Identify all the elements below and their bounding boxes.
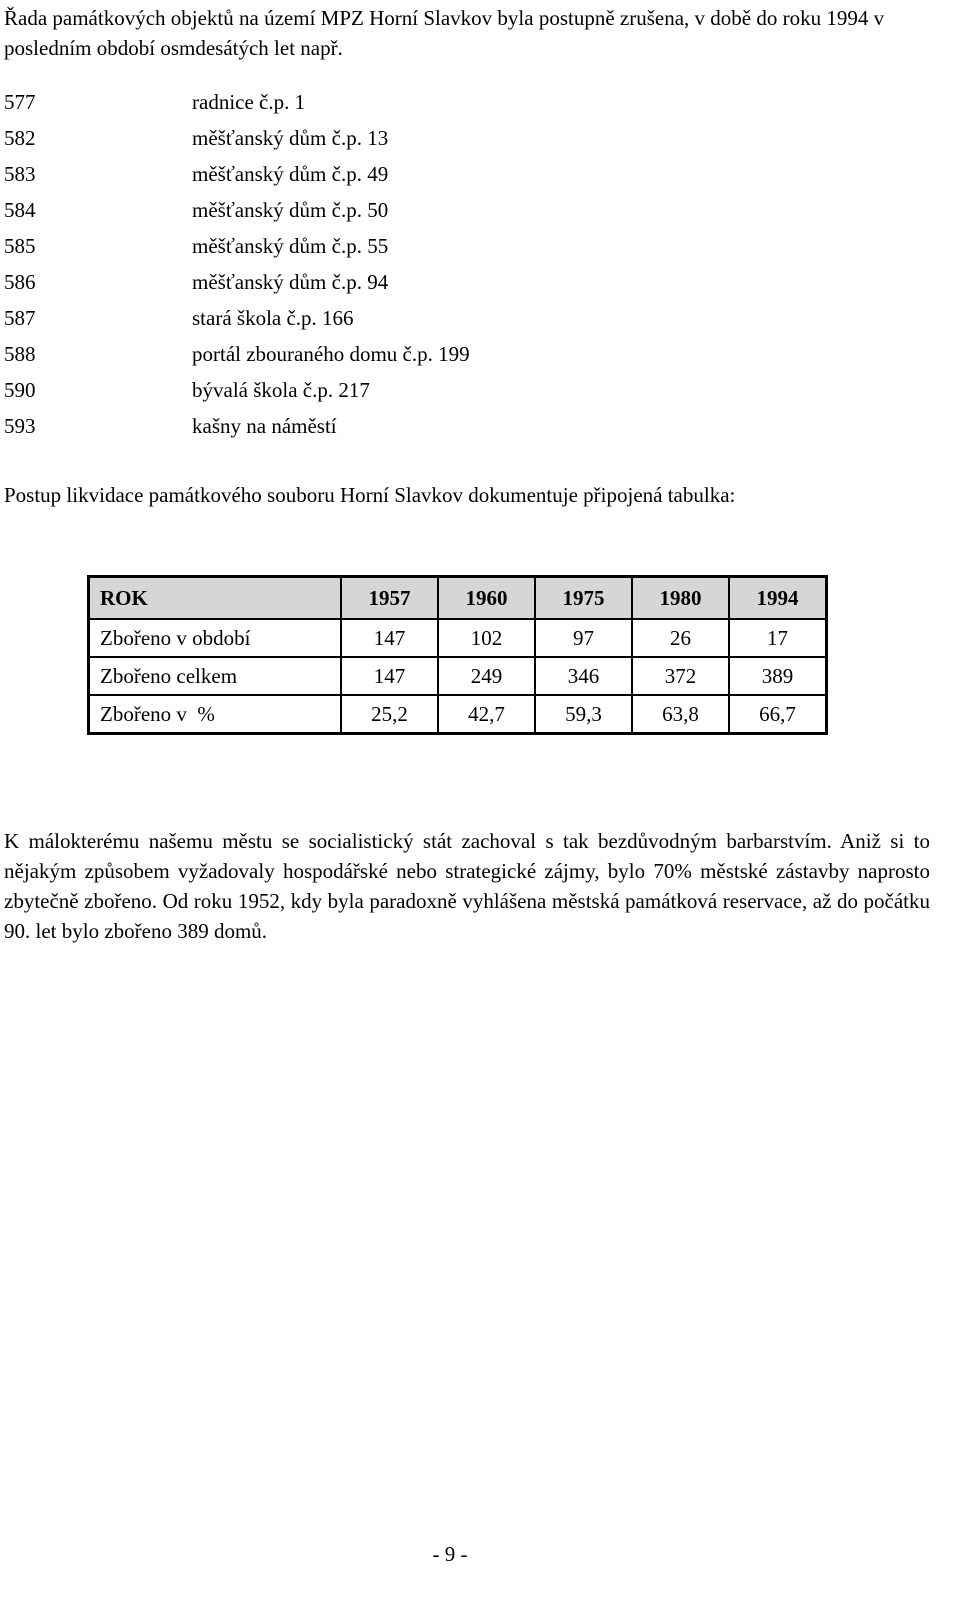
monument-number: 585 (4, 234, 36, 258)
page-number: - 9 - (432, 1542, 468, 1566)
monument-description: portál zbouraného domu č.p. 199 (192, 342, 470, 366)
year-cell: 1980 (632, 577, 729, 620)
table-cell: 147 (341, 657, 438, 695)
monument-description: radnice č.p. 1 (192, 90, 306, 114)
monument-number: 582 (4, 126, 36, 150)
table-cell: 102 (438, 619, 535, 657)
monument-number: 583 (4, 162, 36, 186)
year-cell: 1994 (729, 577, 827, 620)
monument-number: 588 (4, 342, 36, 366)
monument-number: 587 (4, 306, 36, 330)
table-cell: 59,3 (535, 695, 632, 734)
table-cell: 372 (632, 657, 729, 695)
monument-number: 586 (4, 270, 36, 294)
monument-description: měšťanský dům č.p. 13 (192, 126, 389, 150)
table-row (89, 619, 827, 657)
monument-description: stará škola č.p. 166 (192, 306, 354, 330)
table-row (89, 657, 827, 695)
monument-description: měšťanský dům č.p. 49 (192, 162, 389, 186)
demolition-table (87, 575, 828, 735)
monument-description: měšťanský dům č.p. 55 (192, 234, 389, 258)
table-header-label: ROK (89, 577, 342, 620)
table-row (89, 695, 827, 734)
monument-number: 593 (4, 414, 36, 438)
table-cell: 25,2 (341, 695, 438, 734)
table-intro-paragraph: Postup likvidace památkového souboru Horní Slavkov dokumentuje připojená tabulka: (4, 483, 736, 507)
monument-number: 590 (4, 378, 36, 402)
year-cell: 1957 (341, 577, 438, 620)
monument-number: 584 (4, 198, 36, 222)
table-cell: 346 (535, 657, 632, 695)
row-label: Zbořeno v % (89, 695, 342, 734)
conclusion-paragraph: K málokterému našemu městu se socialistický stát zachoval s tak bezdůvodným barbarstvím. Aniž si to nějakým způsobem vyžadovaly hospodářské nebo strategické zájmy, bylo 70% městské zástavby naprosto zbytečně zbořeno. Od roku 1952, kdy byla paradoxně vyhlášena městská památková reservace, až do počátku 90. let bylo zbořeno 389 domů. (4, 829, 930, 943)
table-cell: 66,7 (729, 695, 827, 734)
monument-description: kašny na náměstí (192, 414, 337, 438)
year-cell: 1975 (535, 577, 632, 620)
intro-paragraph: Řada památkových objektů na území MPZ Horní Slavkov byla postupně zrušena, v době do roku 1994 v posledním období osmdesátých let např. (4, 6, 885, 60)
year-cell: 1960 (438, 577, 535, 620)
table-cell: 249 (438, 657, 535, 695)
monument-description: měšťanský dům č.p. 50 (192, 198, 389, 222)
table-cell: 42,7 (438, 695, 535, 734)
row-label: Zbořeno celkem (89, 657, 342, 695)
table-cell: 63,8 (632, 695, 729, 734)
monument-description: měšťanský dům č.p. 94 (192, 270, 389, 294)
table-cell: 389 (729, 657, 827, 695)
monument-number: 577 (4, 90, 36, 114)
table-cell: 26 (632, 619, 729, 657)
table-header-row (89, 577, 827, 620)
monument-description: bývalá škola č.p. 217 (192, 378, 370, 402)
table-cell: 97 (535, 619, 632, 657)
table-cell: 17 (729, 619, 827, 657)
row-label: Zbořeno v období (89, 619, 342, 657)
table-cell: 147 (341, 619, 438, 657)
